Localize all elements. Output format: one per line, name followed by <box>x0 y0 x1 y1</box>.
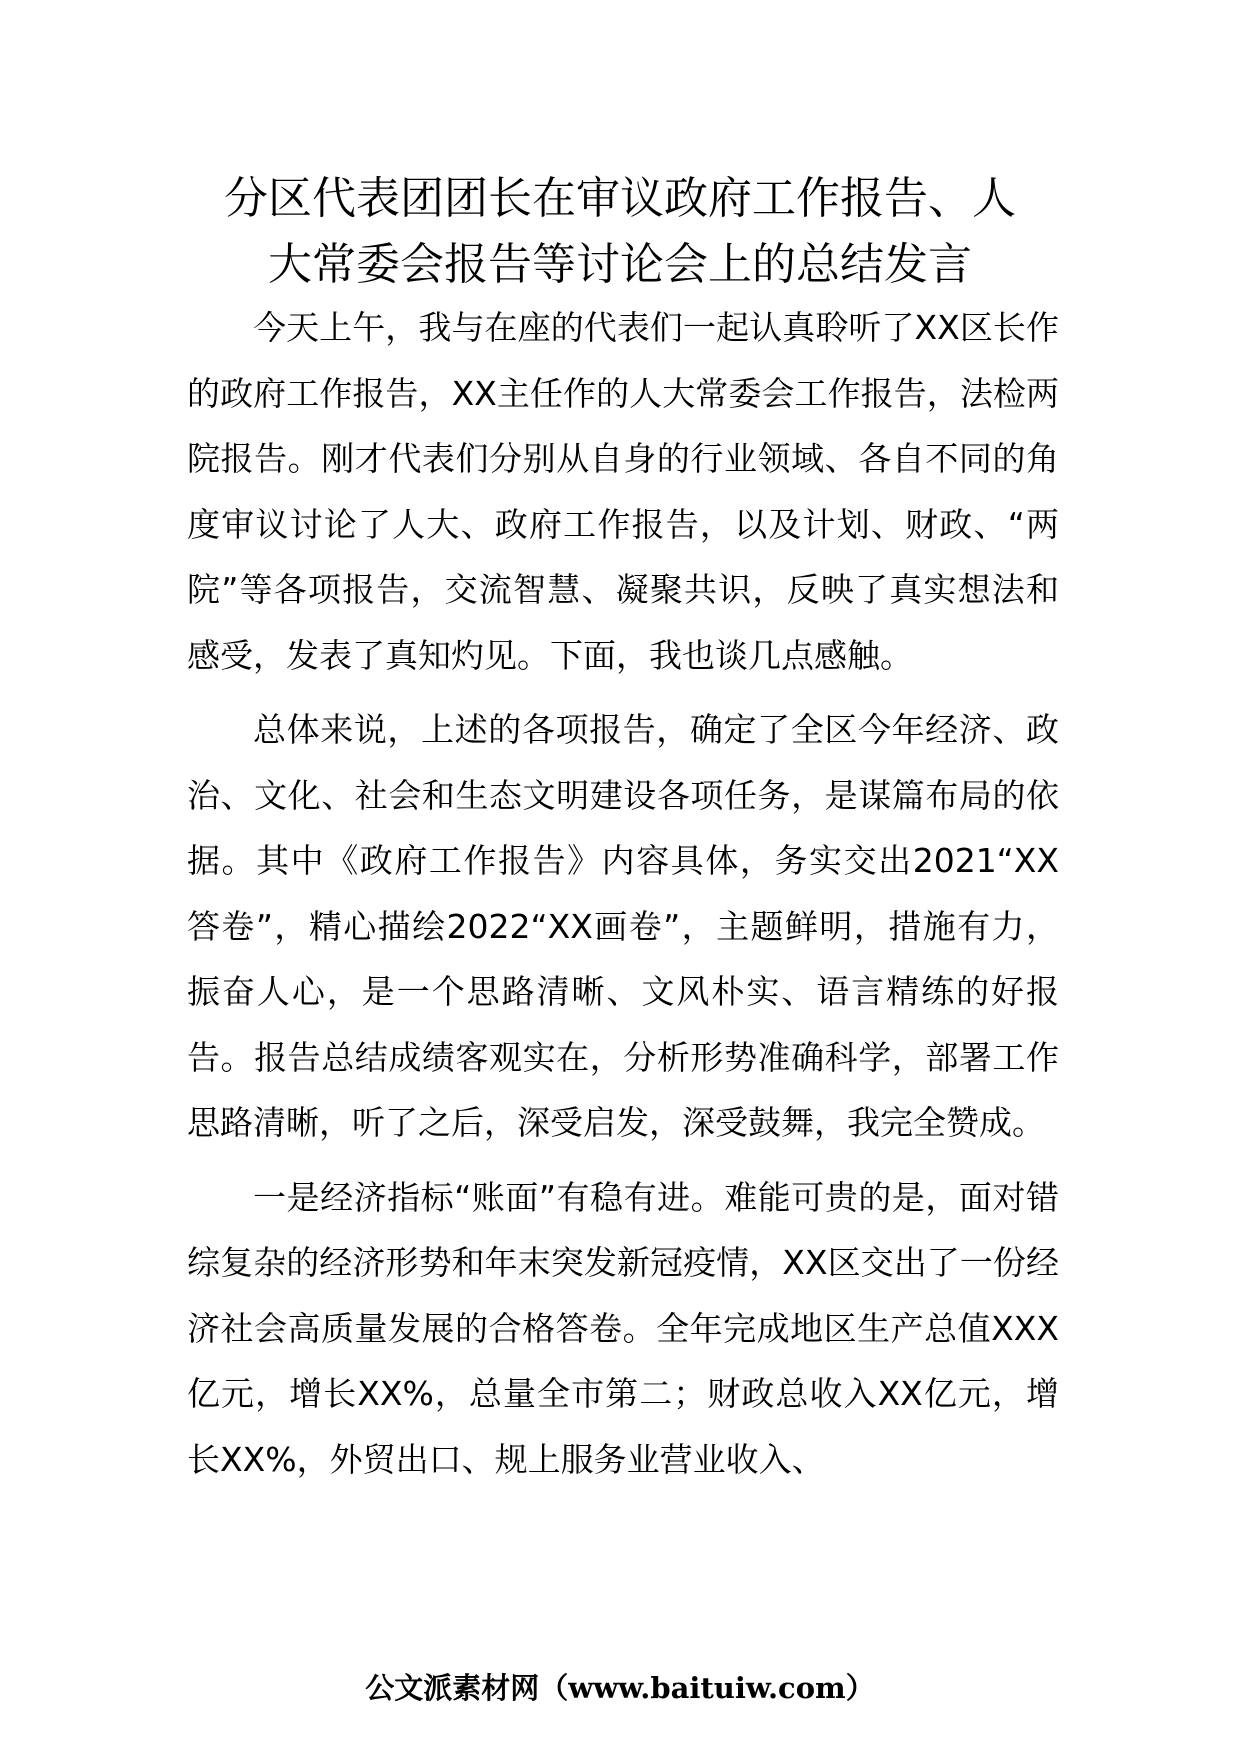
document-body <box>187 295 1059 1501</box>
document-title <box>0 166 1240 298</box>
paragraph-point-one: 一是经济指标“账面”有稳有进。难能可贵的是，面对错综复杂的经济形势和年末突发新冠疫情，XX区交出了一份经济社会高质量发展的合格答卷。全年完成地区生产总值XXX亿元，增长XX%，总量全市第二；财政总收入XX亿元，增长XX%，外贸出口、规上服务业营业收入、 <box>187 1177 1059 1479</box>
paragraph-opening: 今天上午，我与在座的代表们一起认真聆听了XX区长作的政府工作报告，XX主任作的人大常委会工作报告，法检两院报告。刚才代表们分别从自身的行业领域、各自不同的角度审议讨论了人大、政府工作报告，以及计划、财政、“两院”等各项报告，交流智慧、凝聚共识，反映了真实想法和感受，发表了真知灼见。下面，我也谈几点感触。 <box>187 308 1059 675</box>
paragraph-overview: 总体来说，上述的各项报告，确定了全区今年经济、政治、文化、社会和生态文明建设各项任务，是谋篇布局的依据。其中《政府工作报告》内容具体，务实交出2021“XX答卷”，精心描绘2022“XX画卷”，主题鲜明，措施有力，振奋人心，是一个思路清晰、文风朴实、语言精练的好报告。报告总结成绩客观实在，分析形势准确科学，部署工作思路清晰，听了之后，深受启发，深受鼓舞，我完全赞成。 <box>187 710 1059 1142</box>
title-line-2: 大常委会报告等讨论会上的总结发言 <box>268 239 972 290</box>
title-line-1: 分区代表团团长在审议政府工作报告、人 <box>224 173 1016 224</box>
footer-source-text: 公文派素材网（www.baituiw.com） <box>365 1671 875 1705</box>
